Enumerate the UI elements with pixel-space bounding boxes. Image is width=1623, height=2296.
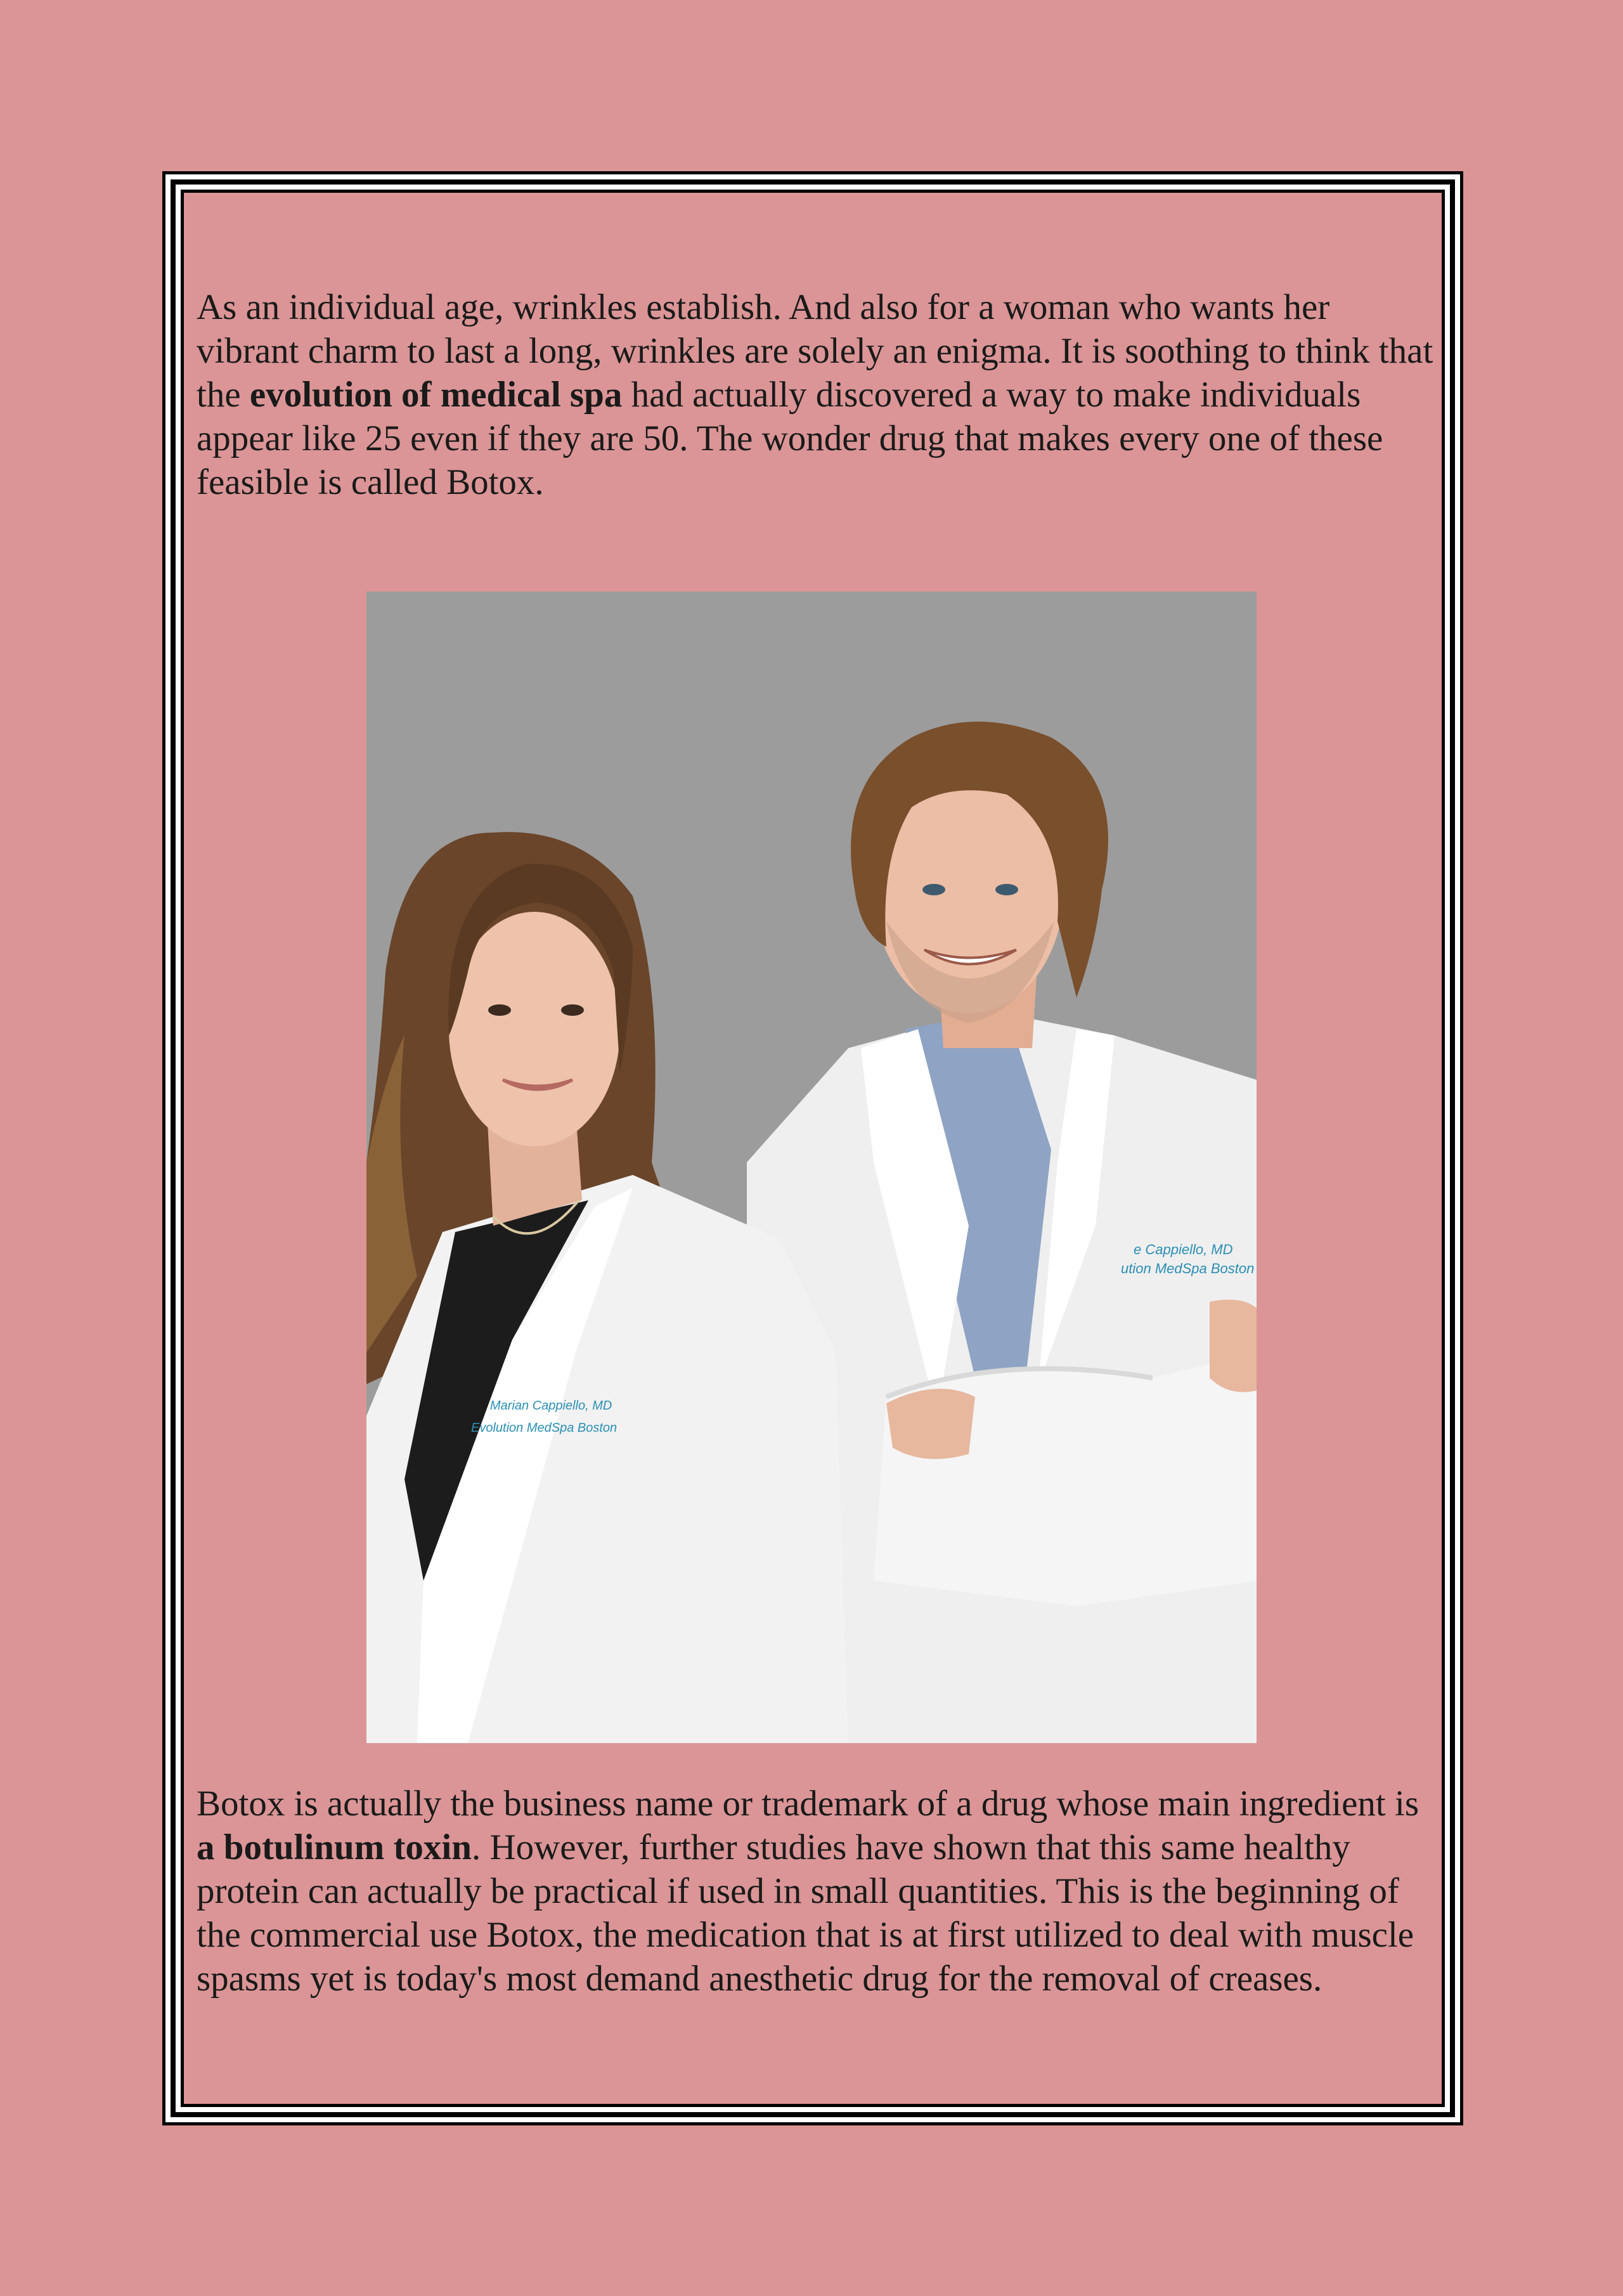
badge-left-line2: Evolution MedSpa Boston [471,1421,618,1435]
botox-text-end: . However, further studies have shown that this same healthy protein can actually be practical if used in small quantities. This is the beginning of the commercial use Botox, the medication that is at first utilized to deal with muscle spasms yet is today's most demand anesthetic drug for the removal of creases. [197,1827,1414,1999]
intro-paragraph [197,285,1439,504]
intro-text-start: As an individual age, wrinkles establish. And also for a woman who wants her vibrant charm to last a long, wrinkles are solely an enigma. It is soothing to think that the [197,287,1433,415]
evolution-medical-spa-link-text: evolution of medical spa [249,375,623,415]
botox-paragraph [197,1782,1439,2001]
botulinum-toxin-link-text: a botulinum toxin [197,1827,472,1867]
badge-right-line2: ution MedSpa Boston [1121,1261,1255,1276]
badge-left-line1: Marian Cappiello, MD [490,1399,612,1413]
botox-text-start: Botox is actually the business name or trademark of a drug whose main ingredient is [197,1784,1419,1824]
intro-text-end: had actually discovered a way to make individuals appear like 25 even if they are 50. The wonder drug that makes every one of these feasible is called Botox. [197,375,1383,502]
badge-right-line1: e Cappiello, MD [1134,1242,1233,1257]
doctors-photo [366,592,1257,1743]
